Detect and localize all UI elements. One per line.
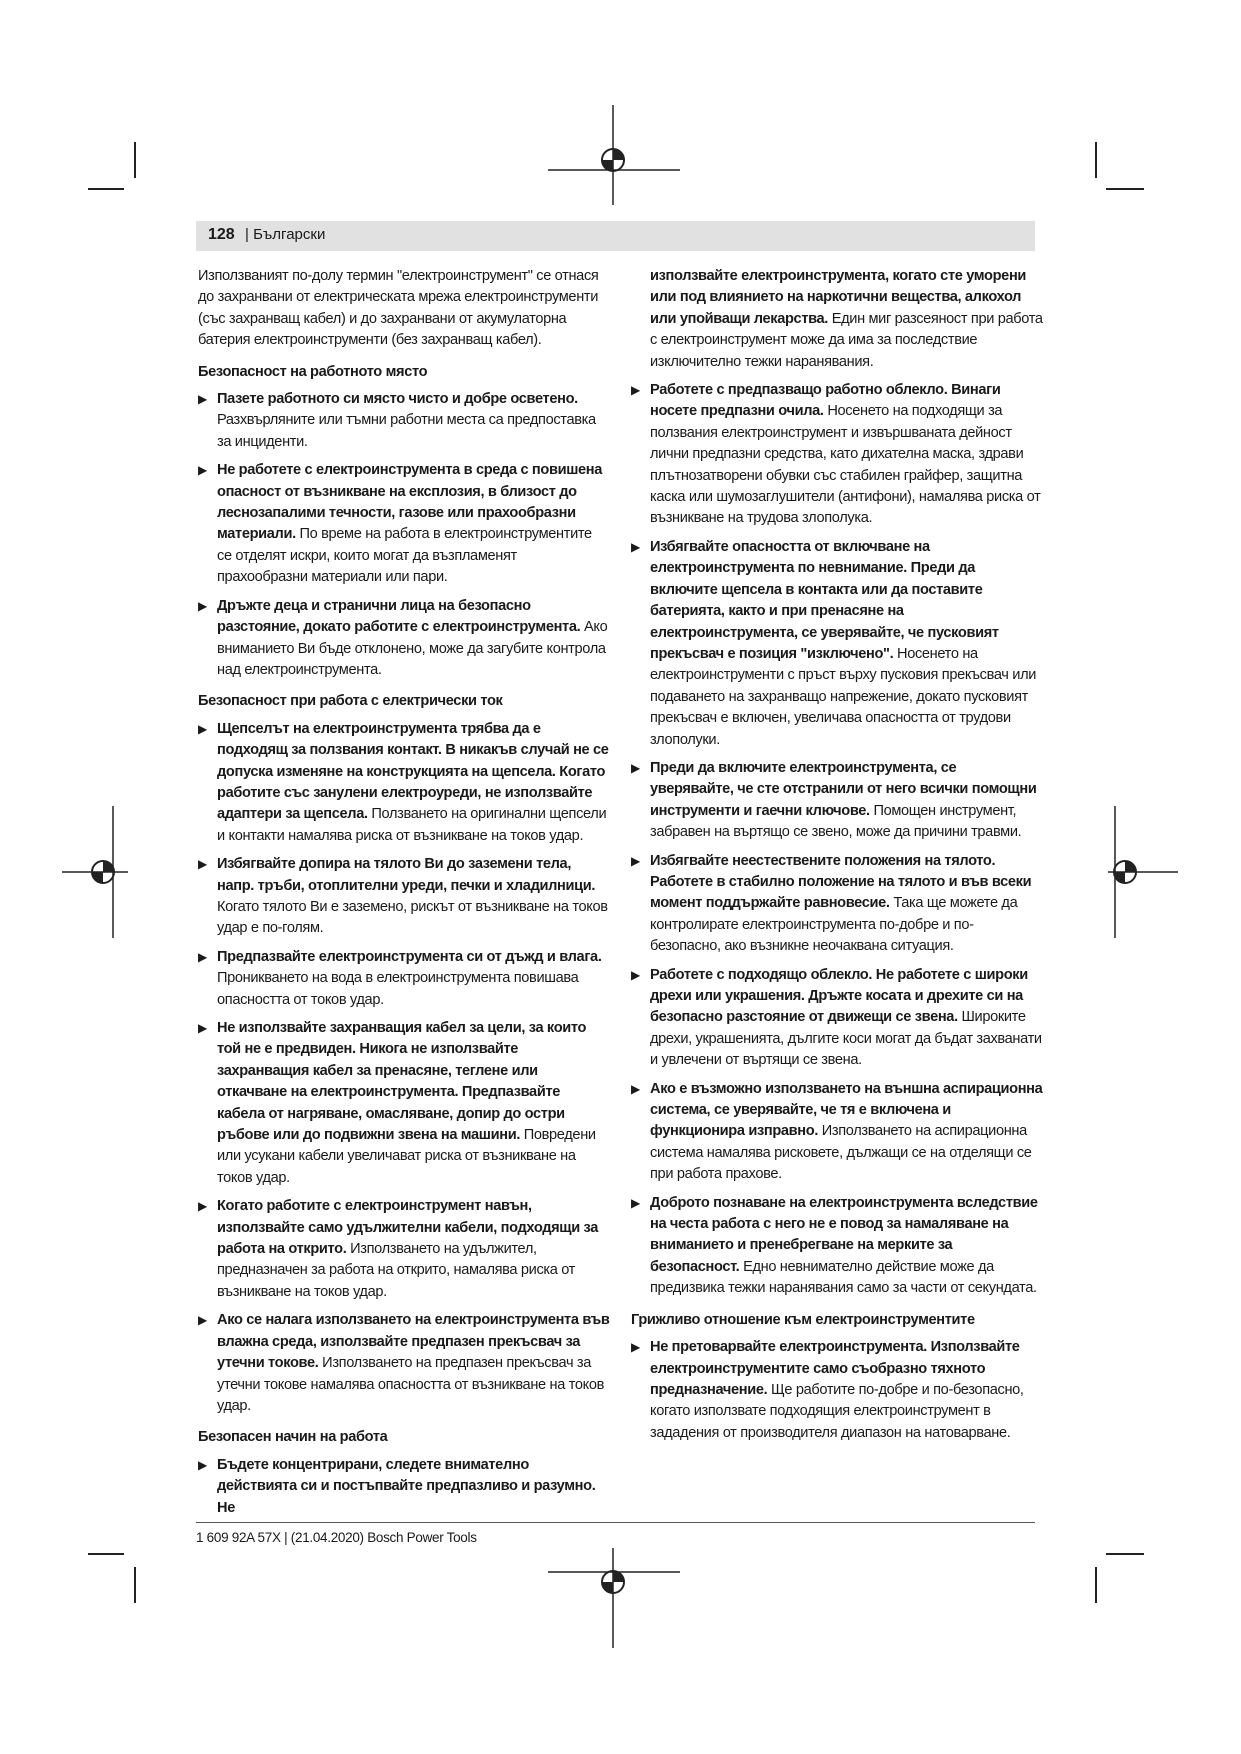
crop-mark — [134, 1567, 136, 1603]
bullet-text: Използването на аспирационна система намалява рисковете, дължащи се на отделящи се при работа прахове. — [650, 1123, 1032, 1183]
bullet-triangle-icon: ▶ — [631, 1340, 640, 1355]
page-number: 128 — [208, 226, 235, 243]
crop-mark — [1095, 142, 1097, 178]
bullet-triangle-icon: ▶ — [198, 1313, 207, 1328]
crop-mark — [88, 1553, 124, 1555]
page-header — [196, 221, 1035, 251]
bullet-text: Носенето на електроинструменти с пръст върху пусковия прекъсвач или подаването на захранващо напрежение, докато пусковият прекъсвач е включен, увеличава опасността от трудови злополуки. — [650, 645, 1037, 748]
bullet-bold-text: Работете с предпазващо работно облекло. Винаги носете предпазни очила. — [650, 382, 1001, 420]
bullet-text: По време на работа в електроинструментите се отделят искри, които могат да възпламенят прахообразни материали или пари. — [217, 526, 592, 586]
bullet-text: Помощен инструмент, забравен на въртящо се звено, може да причини травми. — [650, 802, 1022, 841]
bullet-triangle-icon: ▶ — [631, 760, 640, 775]
bullet-triangle-icon: ▶ — [198, 949, 207, 964]
registration-mark-icon — [62, 806, 128, 938]
bullet-triangle-icon: ▶ — [198, 392, 207, 407]
bullet-text: Използването на удължител, предназначен за работа на открито, намалява риска от възникване на токов удар. — [217, 1241, 575, 1300]
bullet-item — [198, 389, 610, 453]
bullet-triangle-icon: ▶ — [198, 721, 207, 736]
bullet-item — [631, 1337, 1043, 1444]
bullet-text: Носенето на подходящи за ползвания електроинструмент и извършваната дейност лични предпазни средства, като дихателна маска, здрави плътнозатворени обувки със стабилен грайфер, защитна каска или шумозаглушители (антифони), намалява риска от възникване на трудова злополука. — [650, 403, 1041, 527]
registration-mark-icon — [548, 1548, 680, 1648]
section-heading: Безопасност при работа с електрически ток — [198, 693, 503, 710]
bullet-text: Когато тялото Ви е заземено, рискът от възникване на токов удар е по-голям. — [217, 898, 608, 937]
bullet-bold-text: Избягвайте неестествените положения на тялото. Работете в стабилно положение на тялото и във всеки момент поддържайте равновесие. — [650, 852, 1032, 912]
crop-mark — [1106, 188, 1144, 190]
right-column — [631, 266, 1043, 1451]
bullet-bold-text: Работете с подходящо облекло. Не работете с широки дрехи или украшения. Дръжте косата и дрехите си на безопасно разстояние от движещи се звена. — [650, 966, 1028, 1026]
bullet-item — [631, 965, 1043, 1072]
bullet-triangle-icon: ▶ — [631, 853, 640, 868]
bullet-text: Ползването на оригинални щепсели и контакти намалява риска от възникване на токов удар. — [217, 806, 607, 844]
bullet-bold-text: Не използвайте захранващия кабел за цели, за които той не е предвиден. Никога не използвайте захранващия кабел за пренасяне, теглене или откачване на електроинструмента. Предпазвайте кабела от нагряване, омасляване, допир до остри ръбове или до подвижни звена на машини. — [217, 1020, 587, 1144]
crop-mark — [1106, 1553, 1144, 1555]
bullet-item — [631, 1079, 1043, 1186]
bullet-item — [198, 947, 610, 1011]
bullet-bold-text: Преди да включите електроинструмента, се уверявайте, че сте отстранили от него всички помощни инструменти и гаечни ключове. — [650, 759, 1037, 819]
footer-text: 1 609 92A 57X | (21.04.2020) Bosch Power Tools — [196, 1530, 477, 1545]
footer-divider — [196, 1522, 1035, 1523]
bullet-item — [198, 596, 610, 682]
bullet-text: Така ще можете да контролирате електроинструмента по-добре и по-безопасно, ако възникне неочаквана ситуация. — [650, 895, 1018, 955]
registration-mark-icon — [1108, 806, 1178, 938]
bullet-bold-text: Щепселът на електроинструмента трябва да е подходящ за ползвания контакт. В никакъв случай не се допуска изменяне на конструкцията на щепсела. Когато работите със занулени електроуреди, не използвайте адаптери за щепсела. — [217, 720, 609, 823]
bullet-item — [631, 851, 1043, 958]
bullet-triangle-icon: ▶ — [631, 1081, 640, 1096]
bullet-bold-text: Не претоварвайте електроинструмента. Използвайте електроинструментите само съобразно тяхното предназначение. — [650, 1339, 1020, 1398]
bullet-continuation — [631, 266, 1043, 373]
bullet-bold-text: Избягвайте допира на тялото Ви до заземени тела, напр. тръби, отоплителни уреди, печки и хладилници. — [217, 856, 596, 894]
bullet-item — [198, 1310, 610, 1417]
bullet-text: Използването на предпазен прекъсвач за утечни токове намалява опасността от възникване на токов удар. — [217, 1355, 604, 1414]
section-heading: Грижливо отношение към електроинструментите — [631, 1311, 975, 1328]
bullet-bold-text: Дръжте деца и странични лица на безопасно разстояние, докато работите с електроинструмента. — [217, 597, 581, 636]
header-language: | Български — [245, 226, 326, 243]
bullet-bold-text: Избягвайте опасността от включване на електроинструмента по невнимание. Преди да включите щепсела в контакта или да поставите батерията, както и при пренасяне на електроинструмента, се уверявайте, че пусковият прекъсвач е позиция "изключено". — [650, 538, 999, 662]
bullet-triangle-icon: ▶ — [631, 539, 640, 554]
bullet-bold-text: Доброто познаване на електроинструмента вследствие на честа работа с него не е повод за намаляване на вниманието и пренебрегване на мерките за безопасност. — [650, 1194, 1038, 1275]
bullet-triangle-icon: ▶ — [198, 1199, 207, 1214]
bullet-triangle-icon: ▶ — [631, 967, 640, 982]
bullet-text: Едно невнимателно действие може да предизвика тежки наранявания само за части от секундата. — [650, 1258, 1037, 1297]
bullet-bold-text: Предпазвайте електроинструмента си от дъжд и влага. — [217, 948, 602, 965]
bullet-text: Ако вниманието Ви бъде отклонено, може да загубите контрола над електроинструмента. — [217, 619, 608, 678]
bullet-item — [631, 1193, 1043, 1300]
bullet-item — [198, 460, 610, 588]
bullet-item — [198, 719, 610, 847]
crop-mark — [88, 188, 124, 190]
crop-mark — [1095, 1567, 1097, 1603]
bullet-triangle-icon: ▶ — [198, 463, 207, 478]
bullet-triangle-icon: ▶ — [631, 1195, 640, 1210]
bullet-text: Повредени или усукани кабели увеличават риска от възникване на токов удар. — [217, 1127, 596, 1186]
bullet-triangle-icon: ▶ — [198, 598, 207, 613]
bullet-bold-text: използвайте електроинструмента, когато сте уморени или под влиянието на наркотични вещества, алкохол или упойващи лекарства. — [650, 268, 1027, 327]
section-heading: Безопасен начин на работа — [198, 1429, 388, 1446]
bullet-bold-text: Ако се налага използването на електроинструмента във влажна среда, използвайте предпазен прекъсвач за утечни токове. — [217, 1312, 610, 1372]
bullet-triangle-icon: ▶ — [631, 383, 640, 398]
bullet-item — [631, 380, 1043, 530]
bullet-bold-text: Когато работите с електроинструмент навън, използвайте само удължителни кабели, подходящи за работа на открито. — [217, 1198, 599, 1258]
intro-paragraph: Използваният по-долу термин "електроинструмент" се отнася до захранвани от електрическата мрежа електроинструменти (със захранващ кабел) и до захранвани от акумулаторна батерия електроинструменти (без захранващ кабел). — [198, 268, 599, 349]
crop-mark — [134, 142, 136, 178]
left-column — [198, 266, 610, 1526]
bullet-triangle-icon: ▶ — [198, 857, 207, 872]
bullet-bold-text: Пазете работното си място чисто и добре осветено. — [217, 391, 578, 408]
section-heading: Безопасност на работното място — [198, 363, 428, 380]
bullet-item — [631, 537, 1043, 751]
bullet-triangle-icon: ▶ — [198, 1457, 207, 1472]
bullet-text: Един миг разсеяност при работа с електроинструмент може да има за последствие изключително тежки наранявания. — [650, 310, 1043, 370]
bullet-item — [198, 1455, 610, 1519]
bullet-text: Ще работите по-добре и по-безопасно, когато използвате подходящия електроинструмент в зададения от производителя диапазон на натоварване. — [650, 1381, 1024, 1441]
bullet-item — [631, 758, 1043, 844]
bullet-item — [198, 1018, 610, 1189]
bullet-triangle-icon: ▶ — [198, 1021, 207, 1035]
bullet-text: Проникването на вода в електроинструмента повишава опасността от токов удар. — [217, 970, 579, 1008]
bullet-item — [198, 1196, 610, 1303]
registration-mark-icon — [548, 105, 680, 205]
bullet-bold-text: Не работете с електроинструмента в среда с повишена опасност от възникване на експлозия, в близост до леснозапалими течности, газове или прахообразни материали. — [217, 462, 603, 543]
bullet-bold-text: Ако е възможно използването на външна аспирационна система, се уверявайте, че тя е включена и функционира изправно. — [650, 1080, 1043, 1140]
bullet-item — [198, 854, 610, 940]
bullet-text: Разхвърляните или тъмни работни места са предпоставка за инциденти. — [217, 412, 596, 450]
bullet-text: Широките дрехи, украшенията, дългите коси могат да бъдат захванати и увлечени от въртящи се звена. — [650, 1009, 1042, 1069]
bullet-bold-text: Бъдете концентрирани, следете внимателно действията си и постъпвайте предпазливо и разумно. Не — [217, 1456, 596, 1516]
